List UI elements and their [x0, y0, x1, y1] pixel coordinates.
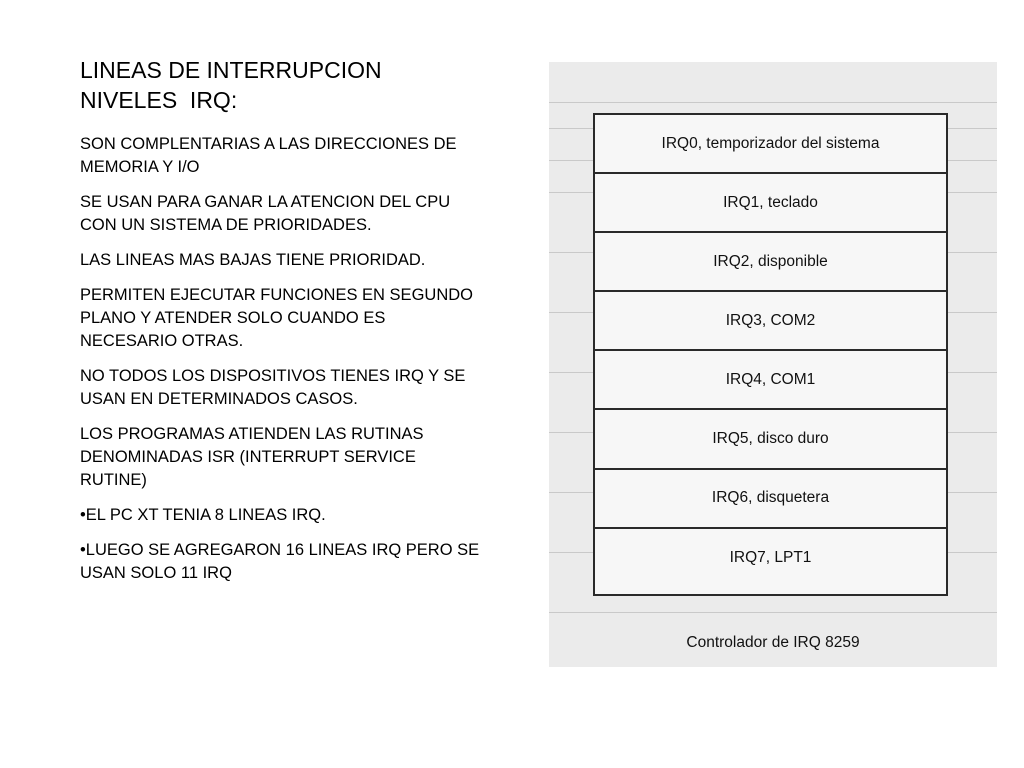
bullet-item: PERMITEN EJECUTAR FUNCIONES EN SEGUNDO PLANO Y ATENDER SOLO CUANDO ES NECESARIO OTRAS. [80, 286, 473, 350]
irq-row: IRQ5, disco duro [595, 411, 946, 470]
slide-title-line-2: NIVELES IRQ: [80, 87, 238, 113]
irq-row: IRQ2, disponible [595, 233, 946, 292]
irq-row: IRQ3, COM2 [595, 292, 946, 351]
scanned-irq-diagram [549, 62, 997, 667]
bullet-item: •LUEGO SE AGREGARON 16 LINEAS IRQ PERO SE USAN SOLO 11 IRQ [80, 541, 480, 582]
bullet-item: NO TODOS LOS DISPOSITIVOS TIENES IRQ Y SE USAN EN DETERMINADOS CASOS. [80, 367, 466, 408]
slide-title [80, 55, 382, 115]
bullet-item: •EL PC XT TENIA 8 LINEAS IRQ. [80, 506, 326, 524]
irq-table [593, 113, 948, 596]
irq-row: IRQ6, disquetera [595, 470, 946, 529]
bullet-item: SON COMPLENTARIAS A LAS DIRECCIONES DE MEMORIA Y I/O [80, 135, 457, 176]
scan-texture-line [549, 612, 997, 613]
scan-texture-line [549, 102, 997, 103]
bullet-item: LAS LINEAS MAS BAJAS TIENE PRIORIDAD. [80, 251, 426, 269]
diagram-caption: Controlador de IRQ 8259 [686, 634, 860, 651]
irq-row: IRQ7, LPT1 [729, 549, 812, 567]
bullet-list [80, 133, 480, 597]
bullet-item: SE USAN PARA GANAR LA ATENCION DEL CPU CON UN SISTEMA DE PRIORIDADES. [80, 193, 451, 234]
slide-title-line-1: LINEAS DE INTERRUPCION [80, 57, 382, 83]
bullet-item: LOS PROGRAMAS ATIENDEN LAS RUTINAS DENOMINADAS ISR (INTERRUPT SERVICE RUTINE) [80, 425, 424, 489]
irq-row: IRQ0, temporizador del sistema [595, 115, 946, 174]
irq-row: IRQ1, teclado [595, 174, 946, 233]
irq-row: IRQ4, COM1 [595, 351, 946, 410]
